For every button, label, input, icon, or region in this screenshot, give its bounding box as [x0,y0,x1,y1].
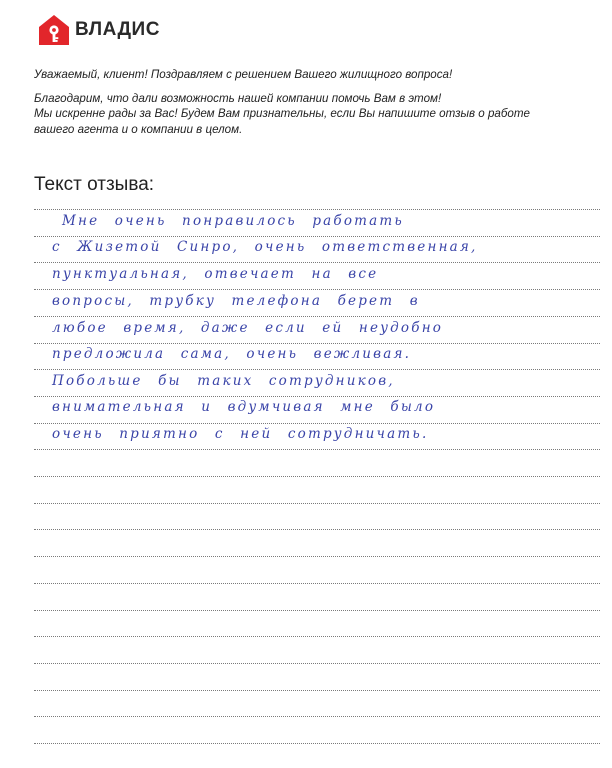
ruled-line [34,503,600,504]
ruled-line [34,262,600,263]
handwritten-line: вопросы, трубку телефона берет в [52,293,420,309]
ruled-line [34,610,600,611]
ruled-line [34,209,600,210]
ruled-line [34,396,600,397]
thanks-line-3: вашего агента и о компании в целом. [34,122,243,136]
handwritten-line: очень приятно с ней сотрудничать. [52,426,429,442]
review-heading: Текст отзыва: [34,174,155,195]
handwritten-line: пунктуальная, отвечает на все [52,266,379,282]
ruled-line [34,343,600,344]
ruled-line [34,476,600,477]
ruled-line [34,449,600,450]
ruled-line [34,690,600,691]
thanks-line-1: Благодарим, что дали возможность нашей компании помочь Вам в этом! [34,91,442,105]
handwritten-line: предложила сама, очень вежливая. [52,346,412,362]
ruled-line [34,716,600,717]
handwritten-line: Мне очень понравилось работать [62,213,404,229]
handwritten-line: Побольше бы таких сотрудников, [52,373,395,389]
brand-name: ВЛАДИС [75,19,160,40]
ruled-line [34,556,600,557]
brand-header [38,14,160,46]
handwritten-line: любое время, даже если ей неудобно [52,320,444,336]
ruled-line [34,316,600,317]
handwritten-line: с Жизетой Синро, очень ответственная, [52,239,478,255]
ruled-line [34,636,600,637]
ruled-line [34,743,600,744]
ruled-line [34,663,600,664]
ruled-line [34,529,600,530]
handwritten-line: внимательная и вдумчивая мне было [52,399,436,415]
intro-text [34,67,594,137]
thanks-line-2: Мы искренне рады за Вас! Будем Вам признательны, если Вы напишите отзыв о работе [34,107,530,120]
ruled-line [34,423,600,424]
ruled-line [34,289,600,290]
ruled-line [34,236,600,237]
house-key-logo-icon [38,14,70,46]
review-lined-area [34,209,600,765]
greeting-text: Уважаемый, клиент! Поздравляем с решением Вашего жилищного вопроса! [34,68,453,81]
ruled-line [34,583,600,584]
ruled-line [34,369,600,370]
